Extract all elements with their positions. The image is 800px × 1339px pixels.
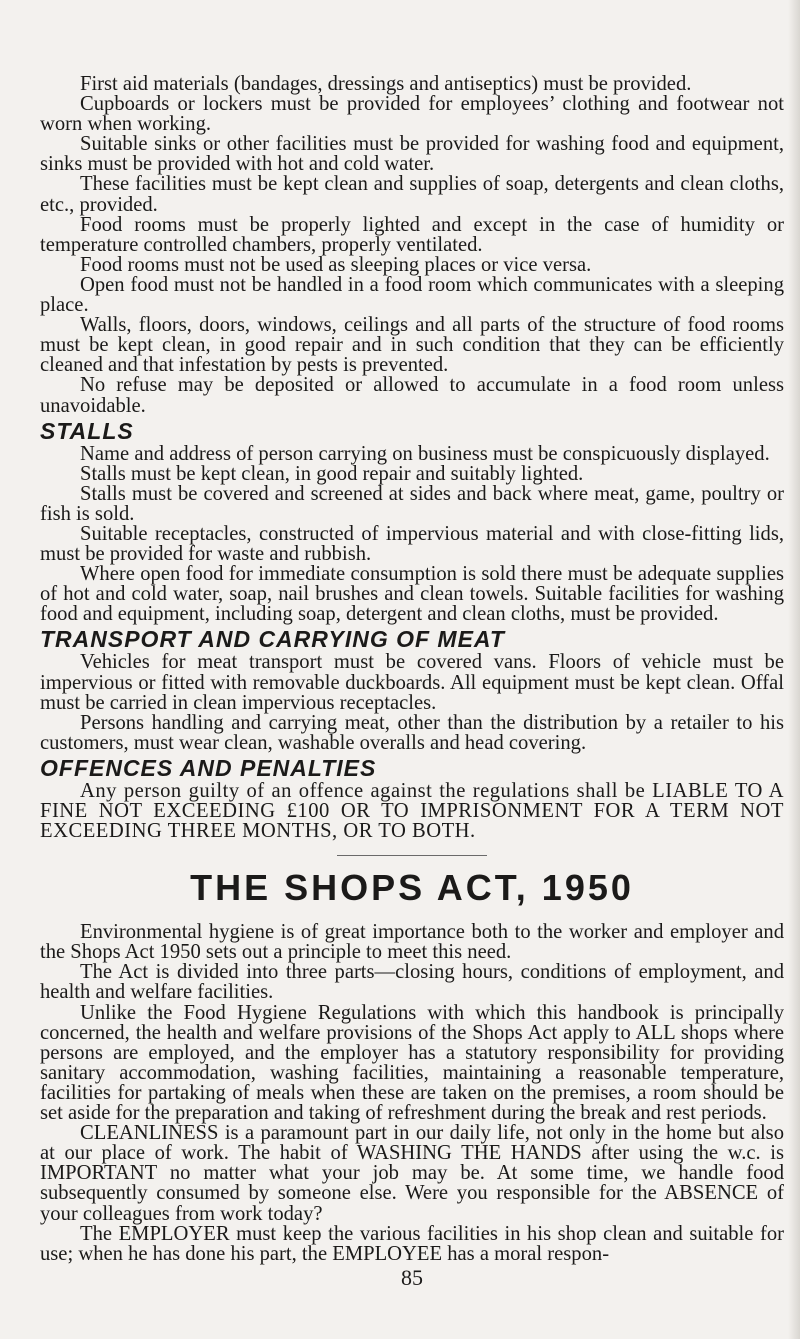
paragraph: These facilities must be kept clean and supplies of soap, detergents and clean cloths, etc., provided. xyxy=(40,173,784,216)
paragraph: Suitable sinks or other facilities must be provided for washing food and equipment, sinks must be provided with hot and cold water. xyxy=(40,133,784,176)
paragraph: Cupboards or lockers must be provided for employees’ clothing and footwear not worn when working. xyxy=(40,93,784,136)
paragraph: The EMPLOYER must keep the various facilities in his shop clean and suitable for use; when he has done his part, the EMPLOYEE has a moral respon- xyxy=(40,1222,784,1265)
paragraph: Stalls must be covered and screened at sides and back where meat, game, poultry or fish is sold. xyxy=(40,482,784,525)
paragraph: Food rooms must not be used as sleeping places or vice versa. xyxy=(80,253,592,276)
section-heading-transport: TRANSPORT AND CARRYING OF MEAT xyxy=(40,626,505,653)
paragraph: CLEANLINESS is a paramount part in our daily life, not only in the home but also at our place of work. The habit of WASHING THE HANDS after using the w.c. is IMPORTANT no matter what your job may be. At some time, we handle food subsequently consumed by someone else. Were you responsible for the ABSENCE of your colleagues from work today? xyxy=(40,1122,784,1225)
paragraph: First aid materials (bandages, dressings and antiseptics) must be provided. xyxy=(80,73,692,95)
paragraph: Suitable receptacles, constructed of impervious material and with close-fitting lids, must be provided for waste and rubbish. xyxy=(40,522,784,566)
paragraph: Any person guilty of an offence against the regulations shall be LIABLE TO A FINE NOT EXCEEDING £100 OR TO IMPRISONMENT FOR A TERM NOT EXCEEDING THREE MONTHS, OR TO BOTH. xyxy=(40,779,784,843)
paragraph: Unlike the Food Hygiene Regulations with which this handbook is principally concerned, the health and welfare provisions of the Shops Act apply to ALL shops where persons are employed, and the employer has a statutory responsibility for providing sanitary accommodation, washing facilities, maintaining a reasonable temperature, facilities for partaking of meals when these are taken on the premises, a room should be set aside for the preparation and taking of refreshment during the break and rest periods. xyxy=(40,1001,784,1125)
paragraph: Environmental hygiene is of great importance both to the worker and employer and the Shops Act 1950 sets out a principle to meet this need. xyxy=(40,921,784,964)
paragraph: Walls, floors, doors, windows, ceilings and all parts of the structure of food rooms must be kept clean, in good repair and in such condition that they can be efficiently cleaned and that infestation by pests is prevented. xyxy=(40,314,784,377)
paragraph: Persons handling and carrying meat, other than the distribution by a retailer to his customers, must wear clean, washable overalls and head covering. xyxy=(40,711,784,754)
paragraph: Where open food for immediate consumption is sold there must be adequate supplies of hot and cold water, soap, nail brushes and clean towels. Suitable facilities for washing food and equipment, including soap, detergent and clean cloths, must be provided. xyxy=(40,563,784,626)
paragraph: Stalls must be kept clean, in good repair and suitably lighted. xyxy=(80,462,584,485)
page-number: 85 xyxy=(401,1264,423,1290)
paragraph: The Act is divided into three parts—closing hours, conditions of employment, and health and welfare facilities. xyxy=(40,961,784,1004)
page-edge-shadow xyxy=(788,0,800,1339)
paragraph: Name and address of person carrying on business must be conspicuously displayed. xyxy=(80,442,770,465)
paragraph: Vehicles for meat transport must be covered vans. Floors of vehicle must be impervious or fitted with removable duckboards. All equipment must be kept clean. Offal must be carried in clean impervious receptacles. xyxy=(40,651,784,714)
divider xyxy=(337,855,487,856)
chapter-title: THE SHOPS ACT, 1950 xyxy=(190,867,634,909)
section-heading-offences: OFFENCES AND PENALTIES xyxy=(40,754,377,781)
document-page xyxy=(40,74,784,1288)
paragraph: Food rooms must be properly lighted and except in the case of humidity or temperature controlled chambers, properly ventilated. xyxy=(40,213,784,256)
section-heading-stalls: STALLS xyxy=(40,417,134,444)
paragraph: Open food must not be handled in a food room which communicates with a sleeping place. xyxy=(40,273,784,317)
paragraph: No refuse may be deposited or allowed to accumulate in a food room unless unavoidable. xyxy=(40,374,784,417)
